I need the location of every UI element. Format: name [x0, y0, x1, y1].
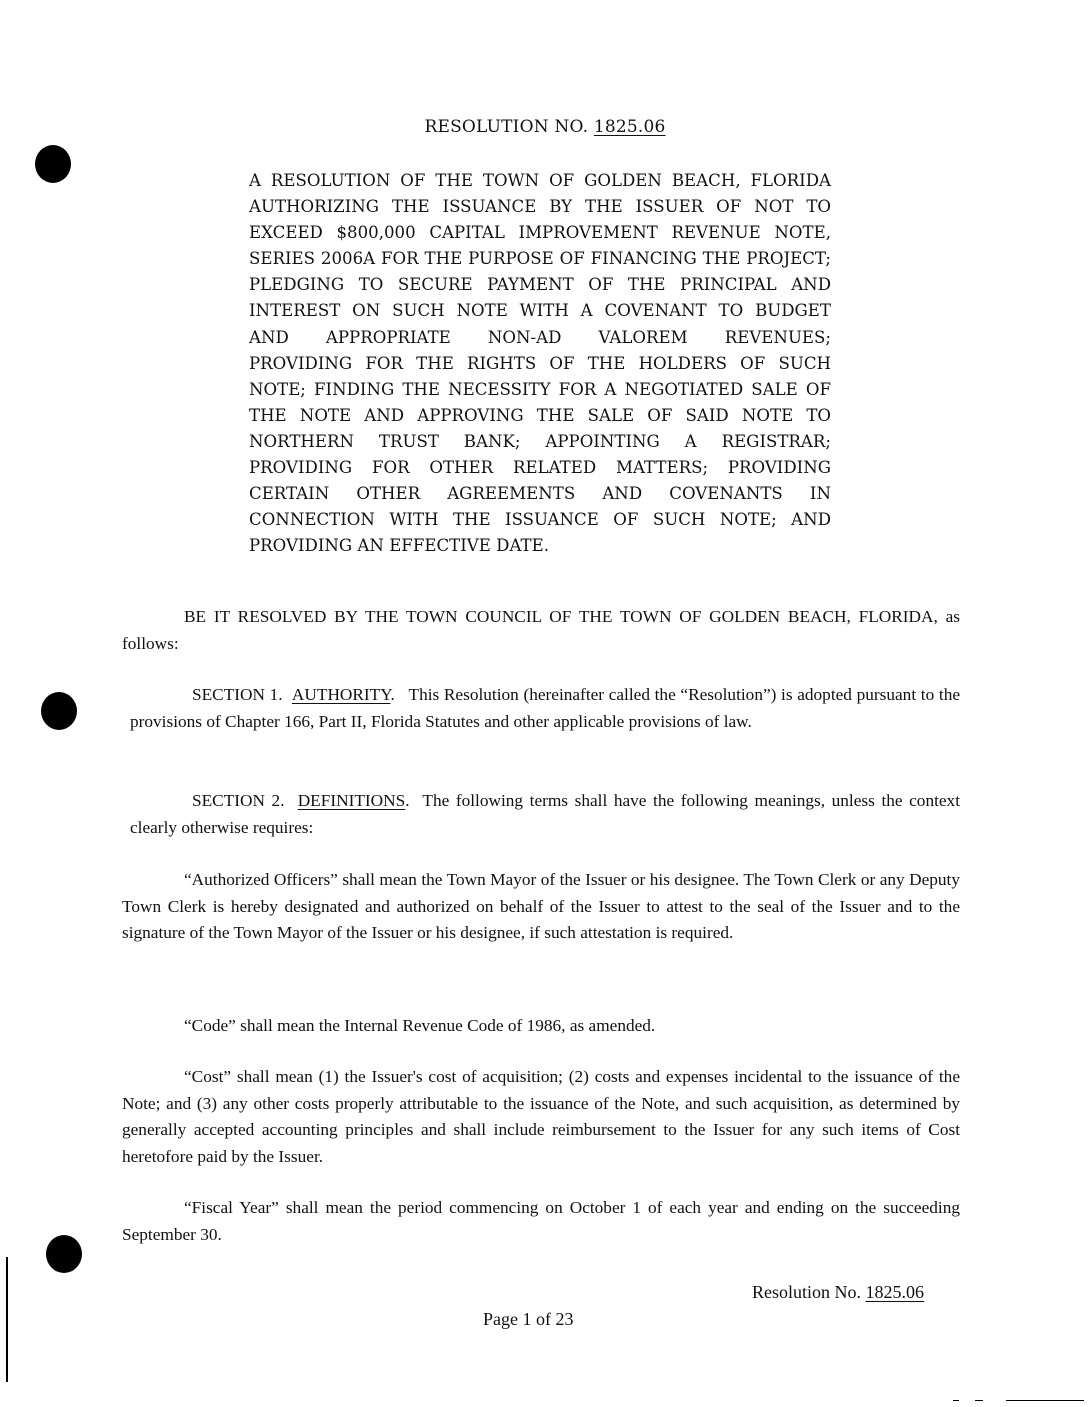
definition-code — [122, 1013, 960, 1040]
definition-text: “Authorized Officers” shall mean the Town Mayor of the Issuer or his designee. The Town Clerk or any Deputy Town Clerk is hereby designated and authorized on behalf of the Issuer to attest to the seal of the Issuer and to the signature of the Town Mayor of the Issuer or his designee, if such attestation is required. — [122, 870, 960, 942]
definition-fiscal-year — [122, 1195, 960, 1248]
definition-text: “Code” shall mean the Internal Revenue Code of 1986, as amended. — [184, 1016, 656, 1035]
scan-footer-dash-1 — [953, 1400, 959, 1401]
abstract-line: NORTHERN TRUST BANK; APPOINTING A REGISTRAR; — [249, 431, 831, 451]
abstract-line: PROVIDING FOR THE RIGHTS OF THE HOLDERS OF SUCH — [249, 353, 831, 373]
punch-hole-middle — [41, 692, 77, 730]
definition-authorized-officers — [122, 867, 960, 947]
title-prefix: RESOLUTION NO. — [424, 117, 589, 137]
section-2-label: SECTION 2. — [192, 791, 285, 810]
footer-resolution-value: 1825.06 — [865, 1282, 925, 1302]
abstract-line: PLEDGING TO SECURE PAYMENT OF THE PRINCIPAL AND — [249, 275, 831, 295]
section-2-heading: DEFINITIONS — [297, 791, 406, 810]
abstract-line: NOTE; FINDING THE NECESSITY FOR A NEGOTIATED SALE OF — [249, 379, 831, 399]
abstract-line: CERTAIN OTHER AGREEMENTS AND COVENANTS IN — [249, 484, 831, 504]
page-number: Page 1 of 23 — [483, 1309, 574, 1329]
resolution-title — [0, 117, 1090, 137]
abstract-line: CONNECTION WITH THE ISSUANCE OF SUCH NOTE; AND — [249, 510, 831, 530]
section-1: SECTION 1. AUTHORITY. This Resolution (hereinafter called the “Resolution”) is adopted pursuant to the provisions of Chapter 166, Part II, Florida Statutes and other applicable provisions of law. — [130, 685, 960, 731]
resolution-abstract — [249, 168, 831, 559]
resolved-clause — [122, 604, 960, 657]
section-2: SECTION 2. DEFINITIONS. The following terms shall have the following meanings, unless the context clearly otherwise requires: — [130, 791, 961, 837]
definition-text: “Cost” shall mean (1) the Issuer's cost of acquisition; (2) costs and expenses incidental to the issuance of the Note; and (3) any other costs properly attributable to the issuance of the Note, and such acquisition, as determined by generally accepted accounting principles and shall include reimbursement to the Issuer for any such items of Cost heretofore paid by the Issuer. — [122, 1067, 960, 1166]
scan-footer-line — [1006, 1400, 1084, 1401]
section-1-text: This Resolution (hereinafter called the “Resolution”) is adopted pursuant to the provisions of Chapter 166, Part II, Florida Statutes and other applicable provisions of law. — [130, 685, 960, 731]
abstract-line: EXCEED $800,000 CAPITAL IMPROVEMENT REVENUE NOTE, — [249, 223, 831, 243]
footer-resolution-prefix: Resolution No. — [752, 1282, 862, 1302]
abstract-line: THE NOTE AND APPROVING THE SALE OF SAID NOTE TO — [249, 405, 831, 425]
section-1-heading: AUTHORITY — [291, 685, 391, 704]
abstract-line: INTEREST ON SUCH NOTE WITH A COVENANT TO BUDGET — [249, 301, 831, 321]
abstract-line: A RESOLUTION OF THE TOWN OF GOLDEN BEACH, FLORIDA — [249, 171, 831, 190]
abstract-line: PROVIDING AN EFFECTIVE DATE. — [249, 536, 549, 556]
footer-resolution-number — [752, 1282, 924, 1303]
punch-hole-top — [35, 145, 71, 183]
definition-cost — [122, 1064, 960, 1170]
title-number: 1825.06 — [593, 117, 666, 137]
punch-hole-bottom — [46, 1235, 82, 1273]
abstract-line: PROVIDING FOR OTHER RELATED MATTERS; PROVIDING — [249, 458, 831, 478]
abstract-line: AUTHORIZING THE ISSUANCE BY THE ISSUER OF NOT TO — [249, 197, 831, 217]
abstract-line: SERIES 2006A FOR THE PURPOSE OF FINANCING THE PROJECT; — [249, 249, 831, 269]
scan-margin-line — [6, 1257, 8, 1382]
section-1-label: SECTION 1. — [192, 685, 283, 704]
definition-text: “Fiscal Year” shall mean the period commencing on October 1 of each year and ending on the succeeding September 30. — [122, 1198, 960, 1244]
scan-footer-dash-2 — [975, 1400, 983, 1401]
abstract-line: AND APPROPRIATE NON-AD VALOREM REVENUES; — [249, 327, 831, 347]
resolved-text: BE IT RESOLVED BY THE TOWN COUNCIL OF THE TOWN OF GOLDEN BEACH, FLORIDA, as follows: — [122, 607, 960, 653]
section-2-text: The following terms shall have the following meanings, unless the context clearly otherwise requires: — [130, 791, 961, 837]
